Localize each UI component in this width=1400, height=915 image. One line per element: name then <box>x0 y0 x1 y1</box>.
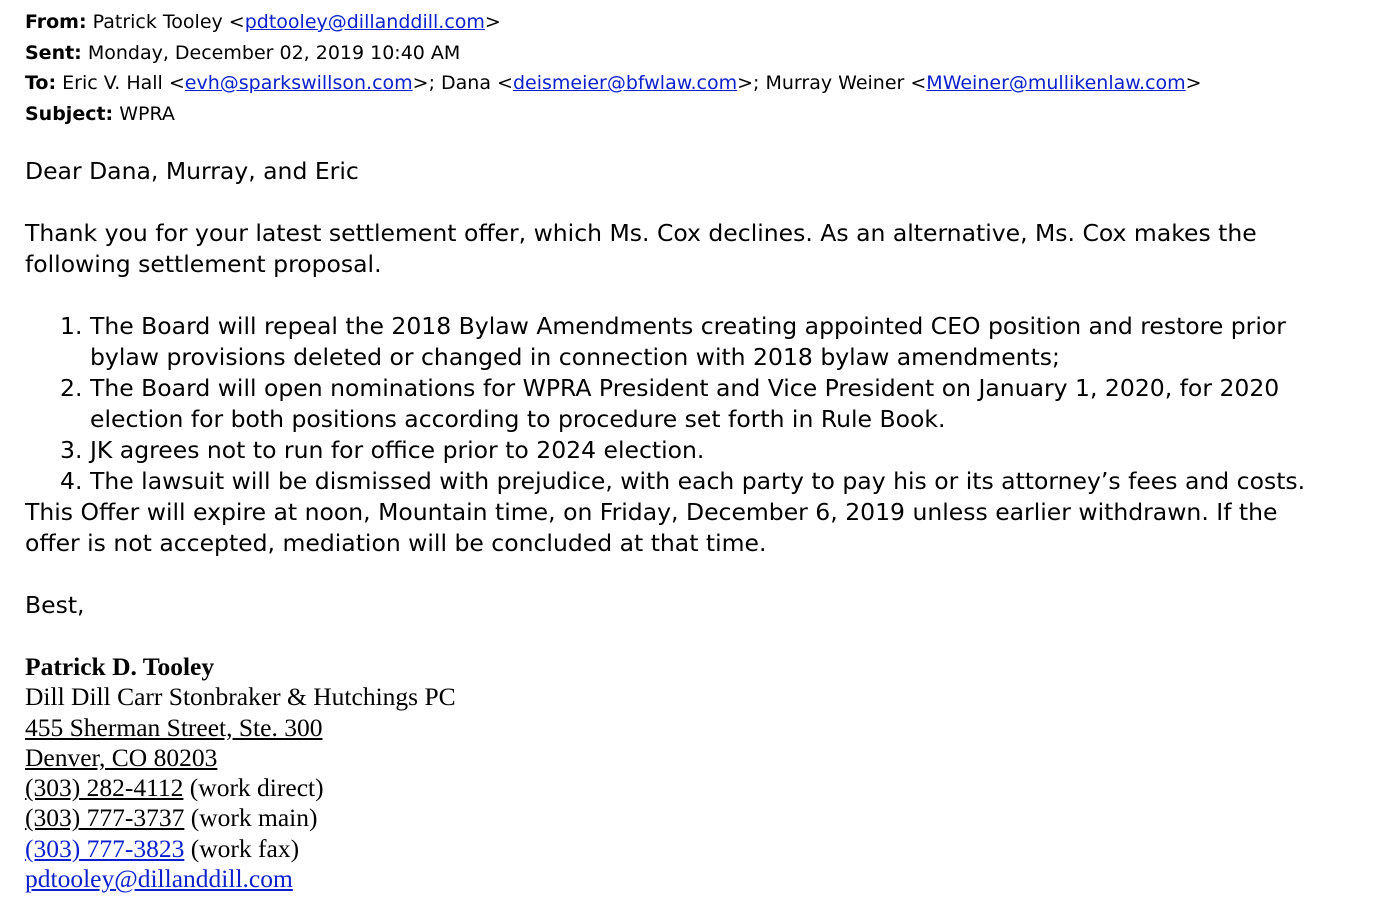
to-close: > <box>1185 72 1202 94</box>
sent-line <box>25 38 1385 69</box>
signature-phone-direct-line <box>25 773 1385 803</box>
to-line <box>25 68 1385 99</box>
from-email-link[interactable]: pdtooley@dillanddill.com <box>244 11 485 33</box>
subject-line <box>25 99 1385 130</box>
subject-value: WPRA <box>119 102 175 125</box>
offer-line-1: This Offer will expire at noon, Mountain time, on Friday, December 6, 2019 unless earlier withdrawn. If the <box>25 498 1278 526</box>
list-item-line: The Board will repeal the 2018 Bylaw Amendments creating appointed CEO position and restore prior <box>90 312 1286 340</box>
list-item-line: bylaw provisions deleted or changed in connection with 2018 bylaw amendments; <box>90 343 1060 371</box>
from-line <box>25 7 1385 38</box>
closing: Best, <box>25 591 85 619</box>
signature-city[interactable]: Denver, CO 80203 <box>25 742 218 772</box>
phone-main-label: (work main) <box>184 803 318 833</box>
sent-label: Sent: <box>25 41 82 64</box>
signature-firm: Dill Dill Carr Stonbraker & Hutchings PC <box>25 682 456 712</box>
signature-phone-fax-line <box>25 834 1385 864</box>
to-1-name: Eric V. Hall < <box>62 72 185 94</box>
greeting: Dear Dana, Murray, and Eric <box>25 157 359 185</box>
signature-street[interactable]: 455 Sherman Street, Ste. 300 <box>25 712 323 742</box>
from-close: > <box>484 11 501 33</box>
signature-phone-main-line <box>25 803 1385 833</box>
list-item-number: 2. <box>60 374 83 402</box>
offer-line-2: offer is not accepted, mediation will be concluded at that time. <box>25 529 767 557</box>
sent-value: Monday, December 02, 2019 10:40 AM <box>87 41 461 64</box>
signature-street-line <box>25 713 1385 743</box>
from-label: From: <box>25 11 87 33</box>
to-1-email-link[interactable]: evh@sparkswillson.com <box>184 72 413 94</box>
intro-line-1: Thank you for your latest settlement offer, which Ms. Cox declines. As an alternative, Ms. Cox makes the <box>25 219 1257 247</box>
to-3-name: >; Murray Weiner < <box>737 72 927 94</box>
list-item <box>60 373 1385 435</box>
phone-direct-label: (work direct) <box>183 773 324 803</box>
list-item-line: JK agrees not to run for office prior to 2024 election. <box>90 436 705 464</box>
phone-main-link[interactable]: (303) 777-3737 <box>25 803 185 833</box>
phone-fax-label: (work fax) <box>184 833 300 863</box>
list-item <box>60 435 1385 466</box>
list-item-line: The Board will open nominations for WPRA President and Vice President on January 1, 2020, for 2020 <box>90 374 1280 402</box>
to-label: To: <box>25 72 57 94</box>
intro-line-2: following settlement proposal. <box>25 250 382 278</box>
list-item-number: 3. <box>60 436 83 464</box>
email-header <box>25 0 1385 129</box>
to-2-email-link[interactable]: deismeier@bfwlaw.com <box>512 72 738 94</box>
to-2-name: >; Dana < <box>412 72 513 94</box>
signature-email-link[interactable]: pdtooley@dillanddill.com <box>25 864 293 894</box>
email-body <box>25 156 1385 652</box>
list-item-number: 4. <box>60 467 83 495</box>
signature-city-line <box>25 743 1385 773</box>
to-3-email-link[interactable]: MWeiner@mullikenlaw.com <box>926 72 1186 94</box>
list-item <box>60 311 1385 373</box>
signature-email-line <box>25 864 1385 894</box>
proposal-list <box>25 311 1385 497</box>
list-item-number: 1. <box>60 312 83 340</box>
signature-block <box>25 652 1385 894</box>
list-item <box>60 466 1385 497</box>
list-item-line: election for both positions according to procedure set forth in Rule Book. <box>90 405 946 433</box>
list-item-line: The lawsuit will be dismissed with prejudice, with each party to pay his or its attorney’s fees and costs. <box>90 467 1306 495</box>
subject-label: Subject: <box>25 102 114 125</box>
from-name: Patrick Tooley < <box>92 11 245 33</box>
email-document <box>25 0 1385 915</box>
phone-direct-link[interactable]: (303) 282-4112 <box>25 773 184 803</box>
signature-name: Patrick D. Tooley <box>25 652 215 681</box>
phone-fax-link[interactable]: (303) 777-3823 <box>25 833 185 863</box>
